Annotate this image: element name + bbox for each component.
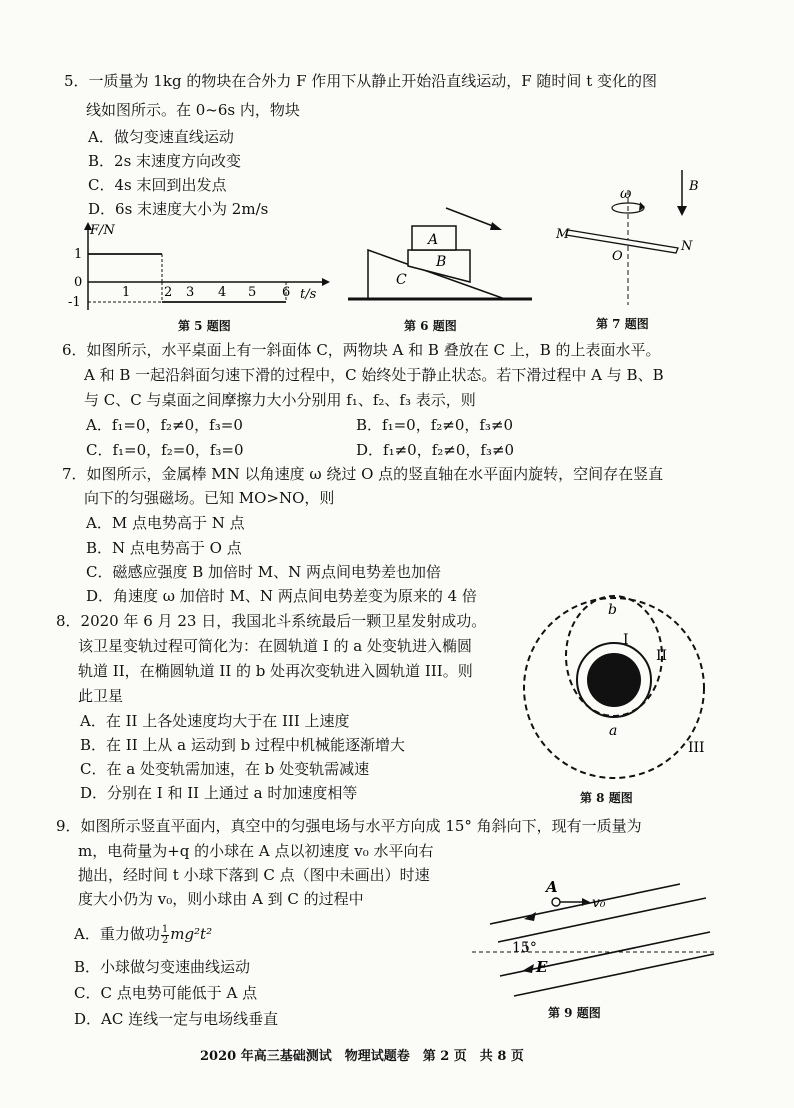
fig8-label-b: b xyxy=(608,602,617,618)
fig8-label-ii: II xyxy=(656,648,668,664)
fig7-caption: 第 7 题图 xyxy=(596,317,649,331)
q8-option-b: B．在 II 上从 a 运动到 b 过程中机械能逐渐增大 xyxy=(80,736,406,754)
q5-caption: 第 5 题图 xyxy=(178,319,231,333)
fig7-field-arrowhead xyxy=(677,206,687,216)
q9-option-b: B．小球做匀变速曲线运动 xyxy=(74,958,251,976)
q5-option-c: C．4s 末回到出发点 xyxy=(88,176,227,194)
q6-stem-line1: 6．如图所示，水平桌面上有一斜面体 C，两物块 A 和 B 叠放在 C 上，B 的上表面水平。 xyxy=(62,341,661,359)
q5-force-time-graph xyxy=(68,220,338,312)
fig8-caption: 第 8 题图 xyxy=(580,791,633,805)
q7-option-b: B．N 点电势高于 O 点 xyxy=(86,539,242,557)
fig9-velocity-arrowhead xyxy=(582,898,590,906)
fig6-label-a: A xyxy=(428,232,439,248)
q9-option-d: D．AC 连线一定与电场线垂直 xyxy=(74,1010,279,1028)
q5-ytick-1: 1 xyxy=(74,247,83,262)
q6-stem-line3: 与 C、C 与桌面之间摩擦力大小分别用 f₁、f₂、f₃ 表示，则 xyxy=(84,391,476,409)
fig8-orbit-diagram xyxy=(512,594,722,790)
fig6-caption: 第 6 题图 xyxy=(404,319,457,333)
q6-option-a: A．f₁=0，f₂≠0，f₃=0 xyxy=(86,416,243,434)
fig8-earth xyxy=(587,653,641,707)
q6-option-d: D．f₁≠0，f₂≠0，f₃≠0 xyxy=(356,441,515,459)
fig7-rotating-rod-diagram xyxy=(548,160,718,310)
q8-stem-line2: 该卫星变轨过程可简化为：在圆轨道 I 的 a 处变轨进入椭圆 xyxy=(78,637,472,655)
fig7-label-omega: ω xyxy=(620,186,632,202)
fig9-field-diagram xyxy=(470,872,720,1002)
fig7-label-o: O xyxy=(612,249,623,264)
q9-stem-line3: 抛出，经时间 t 小球下落到 C 点（图中未画出）时速 xyxy=(78,866,430,884)
q5-ytick-neg1: -1 xyxy=(68,295,81,310)
q5-xtick-6: 6 xyxy=(282,285,291,300)
q5-option-d: D．6s 末速度大小为 2m/s xyxy=(88,200,269,218)
q6-stem-line2: A 和 B 一起沿斜面匀速下滑的过程中，C 始终处于静止状态。若下滑过程中 A 与 B、B xyxy=(84,366,664,384)
fig6-label-c: C xyxy=(396,272,407,288)
fig6-label-b: B xyxy=(436,254,447,270)
q9-option-c: C．C 点电势可能低于 A 点 xyxy=(74,984,258,1002)
q7-option-c: C．磁感应强度 B 加倍时 M、N 两点间电势差也加倍 xyxy=(86,563,442,581)
fig7-label-m: M xyxy=(556,227,570,242)
fig6-motion-arrowhead xyxy=(490,222,502,230)
q7-option-d: D．角速度 ω 加倍时 M、N 两点间电势差变为原来的 4 倍 xyxy=(86,587,477,605)
fig6-motion-arrow xyxy=(446,208,498,228)
q6-option-c: C．f₁=0，f₂=0，f₃=0 xyxy=(86,441,244,459)
q5-option-a: A．做匀变速直线运动 xyxy=(88,128,234,146)
fig7-label-b: B xyxy=(689,179,699,194)
fig8-label-iii: III xyxy=(688,740,705,756)
q5-stem-line1: 5．一质量为 1kg 的物块在合外力 F 作用下从静止开始沿直线运动，F 随时间 t 变化的图 xyxy=(64,72,658,90)
q8-option-c: C．在 a 处变轨需加速，在 b 处变轨需减速 xyxy=(80,760,370,778)
q5-x-axis-arrow xyxy=(322,278,330,286)
fig9-point-a xyxy=(552,898,560,906)
q9-stem-line4: 度大小仍为 v₀，则小球由 A 到 C 的过程中 xyxy=(78,890,364,908)
q9-option-a xyxy=(74,924,212,946)
q8-option-a: A．在 II 上各处速度均大于在 III 上速度 xyxy=(80,712,350,730)
fig9-label-angle: 15° xyxy=(512,940,537,956)
fig8-label-i: I xyxy=(623,632,629,648)
q8-stem-line4: 此卫星 xyxy=(78,687,124,705)
fig9-caption: 第 9 题图 xyxy=(548,1006,601,1020)
q6-option-b: B．f₁=0，f₂≠0，f₃≠0 xyxy=(356,416,514,434)
q9-fraction-denominator: 2 xyxy=(161,934,169,946)
q5-ytick-0: 0 xyxy=(74,275,83,290)
fig6-incline-diagram xyxy=(340,200,540,310)
fig8-label-a: a xyxy=(609,723,618,739)
q9-option-a-fraction xyxy=(161,925,169,946)
q7-stem-line1: 7．如图所示，金属棒 MN 以角速度 ω 绕过 O 点的竖直轴在水平面内旋转，空间存在竖直 xyxy=(62,465,664,483)
q7-option-a: A．M 点电势高于 N 点 xyxy=(86,514,245,532)
q5-y-label: F/N xyxy=(90,223,115,238)
q5-x-label: t/s xyxy=(300,287,317,302)
page-footer: 2020 年高三基础测试 物理试题卷 第 2 页 共 8 页 xyxy=(200,1049,524,1064)
q9-fraction-numerator: 1 xyxy=(161,923,169,935)
q5-xtick-1: 1 xyxy=(122,285,131,300)
q9-stem-line2: m，电荷量为+q 的小球在 A 点以初速度 v₀ 水平向右 xyxy=(78,842,434,860)
q9-stem-line1: 9．如图所示竖直平面内，真空中的匀强电场与水平方向成 15° 角斜向下，现有一质量为 xyxy=(56,817,642,835)
q8-stem-line3: 轨道 II，在椭圆轨道 II 的 b 处再次变轨进入圆轨道 III。则 xyxy=(78,662,473,680)
q8-stem-line1: 8．2020 年 6 月 23 日，我国北斗系统最后一颗卫星发射成功。 xyxy=(56,612,487,630)
q7-stem-line2: 向下的匀强磁场。已知 MO>NO，则 xyxy=(84,489,335,507)
q5-xtick-4: 4 xyxy=(218,285,227,300)
q5-xtick-5: 5 xyxy=(248,285,257,300)
fig9-label-e: E xyxy=(536,958,548,976)
q5-xtick-3: 3 xyxy=(186,285,195,300)
fig7-rotation-arrowhead xyxy=(639,202,645,211)
fig9-label-v0: v₀ xyxy=(592,895,606,911)
q8-option-d: D．分别在 I 和 II 上通过 a 时加速度相等 xyxy=(80,784,358,802)
fig9-label-a: A xyxy=(546,878,558,896)
q5-option-b: B．2s 末速度方向改变 xyxy=(88,152,242,170)
q9-option-a-expression: mg²t² xyxy=(170,925,213,943)
q5-xtick-2: 2 xyxy=(164,285,173,300)
fig7-label-n: N xyxy=(681,239,693,254)
q9-option-a-text: A．重力做功 xyxy=(74,925,160,943)
q5-stem-line2: 线如图所示。在 0~6s 内，物块 xyxy=(86,101,300,119)
